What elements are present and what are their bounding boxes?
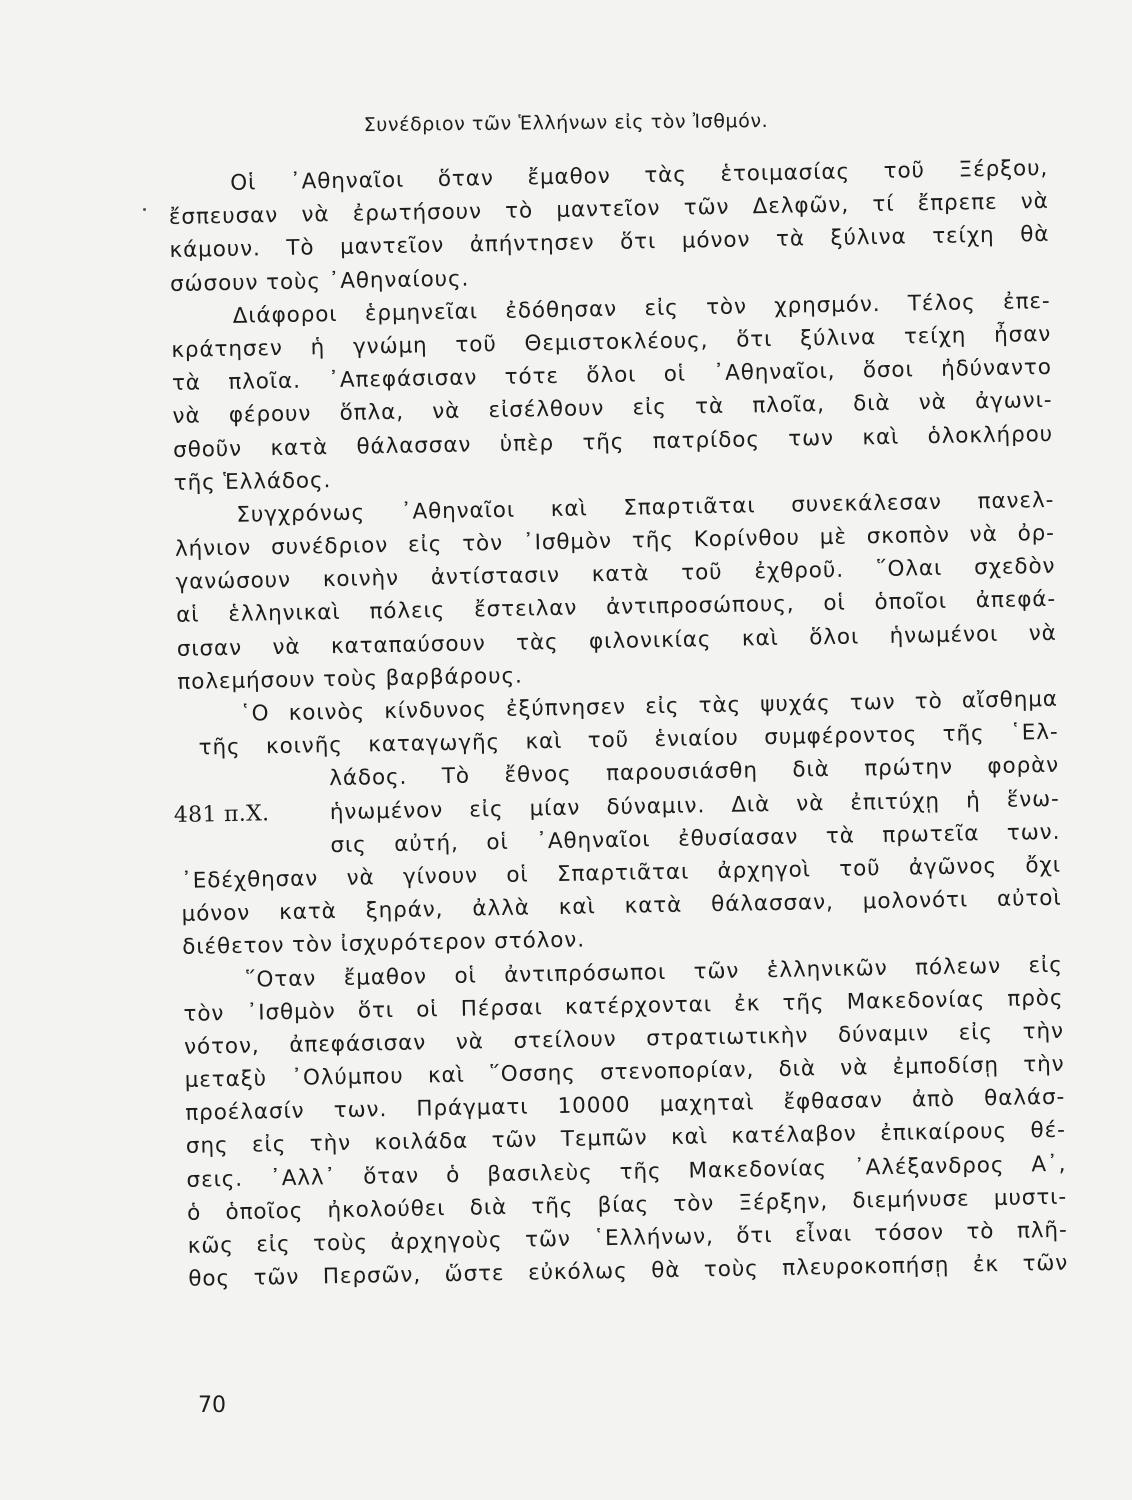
text-line: σεις. ᾿Αλλ᾿ ὅταν ὁ βασιλεὺς τῆς Μακεδονίας ᾿Αλέξανδρος Α᾿, — [186, 1151, 1067, 1193]
text-line: κάμουν. Τὸ μαντεῖον ἀπήντησεν ὅτι μόνον τὰ ξύλινα τείχη θὰ — [169, 222, 1050, 264]
text-line: νὰ φέρουν ὅπλα, νὰ εἰσέλθουν εἰς τὰ πλοῖα, διὰ νὰ ἀγωνι- — [172, 388, 1053, 430]
text-line: κράτησεν ἡ γνώμη τοῦ Θεμιστοκλέους, ὅτι ξύλινα τείχη ἦσαν — [171, 321, 1052, 363]
text-line: νότον, ἀπεφάσισαν νὰ στείλουν στρατιωτικὴν δύναμιν εἰς τὴν — [183, 1018, 1065, 1060]
text-line: μόνον κατὰ ξηράν, ἀλλὰ καὶ κατὰ θάλασσαν, μολονότι αὐτοὶ — [181, 885, 1062, 927]
text-line: σθοῦν κατὰ θάλασσαν ὑπὲρ τῆς πατρίδος των καὶ ὁλοκλήρου — [172, 421, 1054, 463]
text-line: θος τῶν Περσῶν, ὥστε εὐκόλως θὰ τοὺς πλευροκοπήσῃ ἐκ τῶν — [188, 1250, 1069, 1292]
text-line: μεταξὺ ᾿Ολύμπου καὶ ῞Οσσης στενοπορίαν, διὰ νὰ ἐμποδίσῃ τὴν — [184, 1051, 1065, 1093]
text-line: λάδος. Τὸ ἔθνος παρουσιάσθη διὰ πρώτην φορὰν — [328, 753, 1060, 792]
text-line: γανώσουν κοινὴν ἀντίστασιν κατὰ τοῦ ἐχθροῦ. ῞Ολαι σχεδὸν — [175, 554, 1056, 596]
text-line: αἱ ἑλληνικαὶ πόλεις ἔστειλαν ἀντιπροσώπους, οἱ ὁποῖοι ἀπεφά- — [175, 587, 1057, 629]
text-line: σις αὐτή, οἱ ᾿Αθηναῖοι ἐθυσίασαν τὰ πρωτεῖα των. — [330, 819, 1061, 858]
text-line: σης εἰς τὴν κοιλάδα τῶν Τεμπῶν καὶ κατέλαβον ἐπικαίρους θέ- — [185, 1118, 1067, 1160]
text-line: τῆς κοινῆς καταγωγῆς καὶ τοῦ ἑνιαίου συμφέροντος τῆς ῾Ελ- — [198, 719, 1059, 761]
text-line: ἔσπευσαν νὰ ἐρωτήσουν τὸ μαντεῖον τῶν Δελφῶν, τί ἔπρεπε νὰ — [168, 189, 1049, 231]
text-line: Διάφοροι ἑρμηνεῖαι ἐδόθησαν εἰς τὸν χρησμόν. Τέλος ἐπε- — [232, 288, 1051, 329]
text-line: Οἱ ᾿Αθηναῖοι ὅταν ἔμαθον τὰς ἑτοιμασίας τοῦ Ξέρξου, — [230, 155, 1049, 196]
margin-note-date: 481 π.Χ. — [173, 800, 270, 828]
text-line: προέλασίν των. Πράγματι 10000 μαχηταὶ ἔφθασαν ἀπὸ θαλάσ- — [185, 1084, 1066, 1127]
text-line: τῆς Ἑλλάδος. — [173, 467, 332, 496]
text-line: Συγχρόνως ᾿Αθηναῖοι καὶ Σπαρτιᾶται συνεκάλεσαν πανελ- — [236, 487, 1055, 528]
text-line: σώσουν τοὺς ᾿Αθηναίους. — [169, 266, 470, 297]
text-line: κῶς εἰς τοὺς ἀρχηγοὺς τῶν ῾Ελλήνων, ὅτι εἶναι τόσον τὸ πλῆ- — [187, 1217, 1068, 1259]
body-text — [168, 152, 1069, 1296]
text-line: πολεμήσουν τοὺς βαρβάρους. — [177, 663, 523, 695]
text-line: ῾Ο κοινὸς κίνδυνος ἐξύπνησεν εἰς τὰς ψυχάς των τὸ αἴσθημα — [239, 686, 1059, 727]
text-line: σισαν νὰ καταπαύσουν τὰς φιλονικίας καὶ ὅλοι ἡνωμένοι νὰ — [176, 620, 1057, 662]
text-line: ᾿Εδέχθησαν νὰ γίνουν οἱ Σπαρτιᾶται ἀρχηγοὶ τοῦ ἀγῶνος ὄχι — [180, 852, 1062, 894]
text-line: ῞Οταν ἔμαθον οἱ ἀντιπρόσωποι τῶν ἑλληνικῶν πόλεων εἰς — [244, 952, 1063, 993]
page-title: Συνέδριον τῶν Ἑλλήνων εἰς τὸν Ἰσθμόν. — [363, 109, 769, 137]
print-speck — [143, 208, 146, 211]
text-line: ἡνωμένον εἰς μίαν δύναμιν. Διὰ νὰ ἐπιτύχῃ ἡ ἕνω- — [329, 786, 1060, 825]
text-line: τὸν ᾿Ισθμὸν ὅτι οἱ Πέρσαι κατέρχονται ἐκ τῆς Μακεδονίας πρὸς — [183, 985, 1064, 1027]
text-line: τὰ πλοῖα. ᾿Απεφάσισαν τότε ὅλοι οἱ ᾿Αθηναῖοι, ὅσοι ἠδύναντο — [171, 354, 1053, 397]
text-line: λήνιον συνέδριον εἰς τὸν ᾿Ισθμὸν τῆς Κορίνθου μὲ σκοπὸν νὰ ὀρ- — [174, 520, 1056, 562]
text-line: ὁ ὁποῖος ἠκολούθει διὰ τῆς βίας τὸν Ξέρξην, διεμήνυσε μυστι- — [186, 1184, 1068, 1226]
text-line: διέθετον τὸν ἰσχυρότερον στόλον. — [182, 927, 586, 961]
page-number: 70 — [198, 1393, 226, 1418]
